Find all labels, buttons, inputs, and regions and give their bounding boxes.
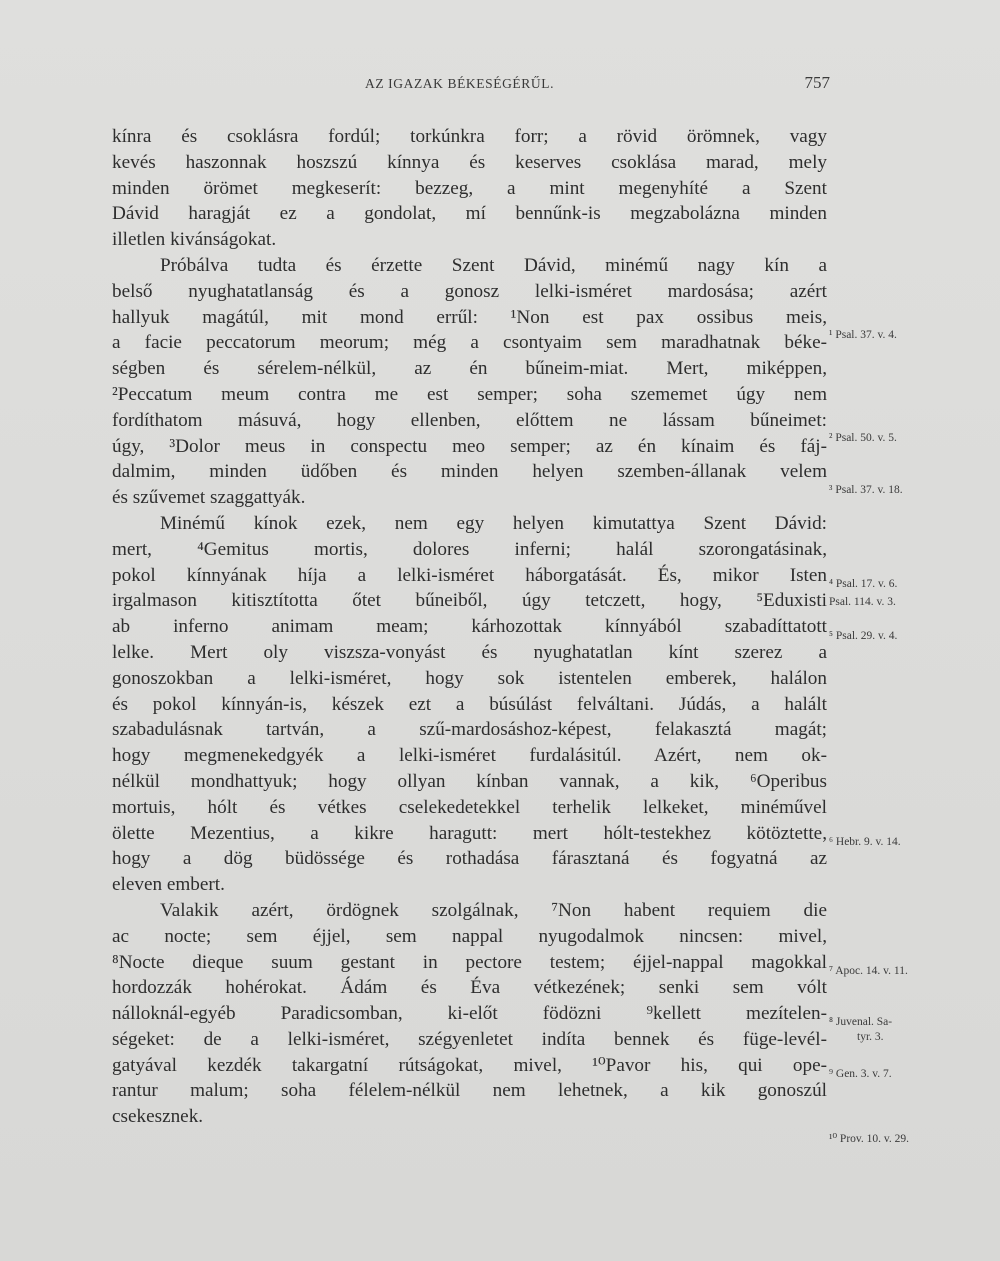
text-line: és pokol kínnyán-is, készek ezt a búsúlást felváltani. Júdás, a halált	[112, 693, 827, 715]
margin-note: ⁴ Psal. 17. v. 6.	[829, 578, 898, 590]
text-line: a facie peccatorum meorum; még a csontyaim sem maradhatnak béke-	[112, 332, 827, 354]
text-line: ⁸Nocte dieque suum gestant in pectore testem; éjjel-nappal magokkal	[112, 951, 827, 973]
text-line: belső nyughatatlanság és a gonosz lelki-isméret mardosása; azért	[112, 280, 827, 302]
text-line: és szűvemet szaggattyák.	[112, 487, 306, 509]
margin-note: ⁶ Hebr. 9. v. 14.	[829, 836, 901, 848]
paragraph	[112, 124, 827, 253]
margin-note: ⁷ Apoc. 14. v. 11.	[829, 965, 908, 977]
text-line: ségben és sérelem-nélkül, az én bűneim-miat. Mert, miképpen,	[112, 358, 827, 380]
text-line: kínra és csoklásra fordúl; torkúnkra forr; a rövid örömnek, vagy	[112, 126, 827, 147]
text-line: csekesznek.	[112, 1106, 204, 1128]
text-line: nálloknál-egyéb Paradicsomban, ki-előt födözni ⁹kellett mezítelen-	[112, 1003, 827, 1025]
margin-note: ² Psal. 50. v. 5.	[829, 432, 897, 444]
margin-note: ¹ Psal. 37. v. 4.	[829, 329, 897, 341]
running-title: AZ IGAZAK BÉKESÉGÉRŰL.	[365, 76, 555, 91]
text-line: gatyával kezdék takargatní rútságokat, mivel, ¹⁰Pavor his, qui ope-	[112, 1054, 827, 1076]
page-header	[110, 73, 830, 102]
margin-note: ⁹ Gen. 3. v. 7.	[829, 1068, 892, 1080]
page-number: 757	[804, 73, 830, 92]
margin-note: ⁸ Juvenal. Sa-	[829, 1016, 893, 1028]
text-line: irgalmason kitisztította őtet bűneiből, úgy tetczett, hogy, ⁵Eduxisti	[112, 590, 827, 612]
text-line: hallyuk magátúl, mit mond errűl: ¹Non est pax ossibus meis,	[112, 306, 827, 328]
text-line: Minémű kínok ezek, nem egy helyen kimutattya Szent Dávid:	[160, 512, 827, 534]
text-line: eleven embert.	[112, 874, 225, 896]
text-line: ölette Mezentius, a kikre haragutt: mert hólt-testekhez kötöztette,	[112, 822, 827, 844]
text-line: lelke. Mert oly viszsza-vonyást és nyughatatlan kínt szerez a	[112, 641, 827, 663]
text-line: hogy megmenekedgyék a lelki-isméret furdalásitúl. Azért, nem ok-	[112, 745, 827, 767]
text-line: mert, ⁴Gemitus mortis, dolores inferni; halál szorongatásinak,	[112, 538, 827, 560]
main-text	[112, 124, 827, 1130]
text-line: ²Peccatum meum contra me est semper; soha szememet úgy nem	[112, 383, 827, 405]
paragraph	[112, 511, 827, 898]
text-line: Próbálva tudta és érzette Szent Dávid, minémű nagy kín a	[160, 254, 827, 276]
text-line: nélkül mondhattyuk; hogy ollyan kínban vannak, a kik, ⁶Operibus	[112, 770, 827, 792]
text-line: illetlen kivánságokat.	[112, 229, 277, 251]
text-line: rantur malum; soha félelem-nélkül nem lehetnek, a kik gonoszúl	[112, 1080, 827, 1102]
text-line: kevés haszonnak hoszszú kínnya és keserves csoklása marad, mely	[112, 151, 827, 173]
text-line: Valakik azért, ördögnek szolgálnak, ⁷Non habent requiem die	[160, 899, 827, 921]
text-line: ac nocte; sem éjjel, sem nappal nyugodalmok nincsen: mivel,	[112, 925, 827, 947]
text-line: minden örömet megkeserít: bezzeg, a mint megenyhíté a Szent	[112, 177, 827, 199]
paragraph	[112, 898, 827, 1130]
text-line: fordíthatom másuvá, hogy ellenben, előttem ne lássam bűneimet:	[112, 409, 827, 431]
margin-note: tyr. 3.	[857, 1031, 884, 1043]
text-line: pokol kínnyának híja a lelki-isméret háborgatását. És, mikor Isten	[112, 564, 827, 586]
text-line: mortuis, hólt és vétkes cselekedetekkel terhelik lelkeket, minéművel	[112, 796, 827, 818]
text-line: Dávid haragját ez a gondolat, mí bennűnk-is megzabolázna minden	[112, 203, 827, 225]
margin-note: ¹⁰ Prov. 10. v. 29.	[829, 1133, 910, 1145]
margin-note: Psal. 114. v. 3.	[829, 596, 896, 608]
text-line: hogy a dög büdössége és rothadása fárasztaná és fogyatná az	[112, 848, 827, 870]
text-line: úgy, ³Dolor meus in conspectu meo semper; az én kínaim és fáj-	[112, 435, 827, 457]
text-line: gonoszokban a lelki-isméret, hogy sok istentelen emberek, halálon	[112, 667, 827, 689]
text-line: dalmim, minden üdőben és minden helyen szemben-állanak velem	[112, 461, 827, 483]
text-line: ségeket: de a lelki-isméret, szégyenletet indíta bennek és füge-levél-	[112, 1028, 827, 1050]
margin-note: ⁵ Psal. 29. v. 4.	[829, 630, 898, 642]
text-line: szabadulásnak tartván, a szű-mardosáshoz-képest, felakasztá magát;	[112, 719, 827, 741]
text-line: hordozzák hohérokat. Ádám és Éva vétkezének; senki sem vólt	[112, 977, 827, 999]
paragraph	[112, 253, 827, 511]
text-line: ab inferno animam meam; kárhozottak kínnyából szabadíttatott	[112, 616, 827, 638]
margin-note: ³ Psal. 37. v. 18.	[829, 484, 903, 496]
